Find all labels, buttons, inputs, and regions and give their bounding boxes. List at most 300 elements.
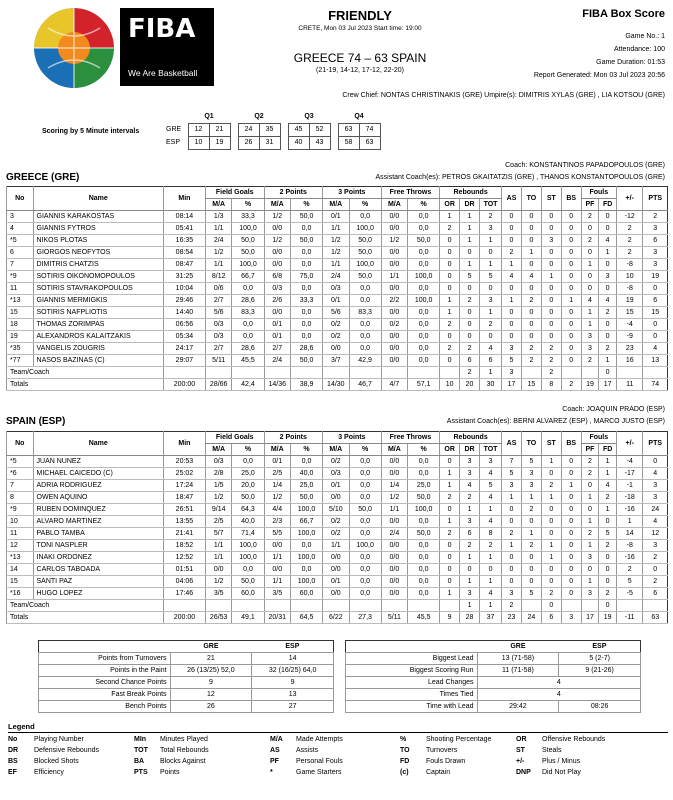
stat-cell: 0: [479, 247, 501, 259]
stat-cell: -1: [616, 480, 643, 492]
stat-cell: 4/4: [264, 504, 291, 516]
legend-abbr: TOT: [134, 747, 148, 754]
stat-cell: 0/2: [323, 319, 350, 331]
header-row: [7, 432, 668, 444]
stat-cell: 2: [581, 211, 599, 223]
stat-cell: 1/2: [381, 492, 408, 504]
stat-cell: 2: [502, 600, 522, 612]
stat-cell: 0,0: [408, 247, 440, 259]
stat-cell: 100,0: [291, 504, 323, 516]
stat-cell: 8: [541, 379, 561, 391]
stat-cell: 28,6: [232, 343, 264, 355]
legend-abbr: BS: [8, 758, 18, 765]
stat-cell: 0: [561, 247, 581, 259]
attendance: Attendance: 100: [614, 46, 665, 53]
stat-cell: 0/0: [323, 343, 350, 355]
col-fouls: Fouls: [581, 187, 616, 199]
stat-cell: 0: [561, 355, 581, 367]
stat-cell: 0,0: [408, 552, 440, 564]
stat-cell: 3: [460, 588, 480, 600]
player-row: [7, 456, 668, 468]
stat-cell: [581, 600, 599, 612]
stat-cell: 2/5: [264, 468, 291, 480]
stat-cell: 06:56: [163, 319, 205, 331]
stat-cell: 0/0: [381, 343, 408, 355]
stat-cell: 2: [440, 343, 460, 355]
stat-cell: 0/0: [381, 223, 408, 235]
col-made-attempts: M/A: [205, 444, 232, 456]
final-score: GREECE 74 – 63 SPAIN: [293, 51, 427, 65]
legend-item: [400, 736, 491, 743]
player-name: GIANNIS FYTROS: [33, 223, 163, 235]
stat-cell: 3: [502, 367, 522, 379]
stat-cell: 0: [440, 259, 460, 271]
stat-cell: 3/5: [264, 588, 291, 600]
stat-cell: 9/14: [205, 504, 232, 516]
legend-desc: Fouls Drawn: [426, 758, 466, 765]
stat-cell: 0,0: [408, 576, 440, 588]
legend-desc: Plus / Minus: [542, 758, 581, 765]
stat-cell: 0,0: [408, 564, 440, 576]
interval-table: [166, 110, 381, 150]
legend-desc: Efficiency: [34, 769, 64, 776]
stat-cell: 0: [561, 576, 581, 588]
stat-cell: 0: [502, 331, 522, 343]
col-percentage: %: [408, 444, 440, 456]
stat-cell: 1: [521, 528, 541, 540]
summary-value: 12: [170, 689, 252, 701]
team-coach-label: Team/Coach: [7, 367, 164, 379]
stat-cell: *16: [7, 588, 34, 600]
stat-cell: 0/0: [381, 456, 408, 468]
stat-cell: 2/8: [205, 468, 232, 480]
stat-cell: 1: [581, 492, 599, 504]
stat-cell: 2: [460, 540, 480, 552]
stat-cell: 2: [541, 367, 561, 379]
summary-row: [346, 653, 641, 665]
stat-cell: 0: [643, 319, 668, 331]
stat-cell: 0,0: [291, 331, 323, 343]
legend-title: Legend: [8, 722, 668, 733]
summary-value: 21: [170, 653, 252, 665]
player-row: [7, 576, 668, 588]
stat-cell: 0: [479, 331, 501, 343]
legend-desc: Defensive Rebounds: [34, 747, 99, 754]
stat-cell: 0/2: [323, 456, 350, 468]
stat-cell: 2: [616, 247, 643, 259]
totals-label: Totals: [7, 379, 164, 391]
stat-cell: 3: [502, 343, 522, 355]
stat-cell: 0: [541, 283, 561, 295]
stat-cell: 05:34: [163, 331, 205, 343]
stat-cell: 25,0: [408, 480, 440, 492]
game-flow-summary: [345, 640, 641, 713]
stat-cell: 0: [599, 576, 617, 588]
stat-cell: 4: [599, 295, 617, 307]
stat-cell: 0: [561, 235, 581, 247]
stat-cell: 18:52: [163, 540, 205, 552]
stat-cell: 0: [599, 331, 617, 343]
stat-cell: [381, 600, 408, 612]
stat-cell: 1/5: [205, 480, 232, 492]
legend-abbr: M/A: [270, 736, 283, 743]
player-name: GIANNIS MERMIGKIS: [33, 295, 163, 307]
summary-value: 27: [252, 701, 334, 713]
stat-cell: 2: [541, 355, 561, 367]
stat-cell: 0: [561, 516, 581, 528]
stat-cell: 2: [581, 528, 599, 540]
stat-cell: 0: [599, 564, 617, 576]
legend-desc: Total Rebounds: [160, 747, 209, 754]
stat-cell: 2: [616, 235, 643, 247]
stat-cell: 33,3: [291, 295, 323, 307]
col-fd: FD: [599, 199, 617, 211]
stat-cell: 0: [581, 223, 599, 235]
player-name: DIMITRIS CHATZIS: [33, 259, 163, 271]
stat-cell: 1: [479, 259, 501, 271]
stat-cell: [408, 367, 440, 379]
stat-cell: 15: [7, 576, 34, 588]
stat-cell: 3: [460, 456, 480, 468]
legend-desc: Turnovers: [426, 747, 458, 754]
stat-cell: 100,0: [232, 552, 264, 564]
stat-cell: 0/0: [381, 307, 408, 319]
stat-cell: 1: [581, 319, 599, 331]
stat-cell: 0: [502, 211, 522, 223]
stat-cell: 13:55: [163, 516, 205, 528]
stat-cell: 0: [521, 223, 541, 235]
stat-cell: 0/0: [381, 468, 408, 480]
player-row: [7, 235, 668, 247]
legend-abbr: TO: [400, 747, 410, 754]
stat-cell: 0: [541, 564, 561, 576]
col-as: AS: [502, 187, 522, 211]
legend-item: [516, 736, 605, 743]
stat-cell: 6: [7, 247, 34, 259]
legend-desc: Shooting Percentage: [426, 736, 492, 743]
col-dr: DR: [460, 199, 480, 211]
stat-cell: 1/1: [205, 552, 232, 564]
legend-item: [400, 747, 457, 754]
stat-cell: 75,0: [291, 271, 323, 283]
stat-cell: 0/3: [205, 319, 232, 331]
legend-desc: Points: [160, 769, 180, 776]
stat-cell: 3: [479, 295, 501, 307]
stat-cell: 0/0: [381, 259, 408, 271]
stat-cell: [323, 367, 350, 379]
legend-desc: Playing Number: [34, 736, 84, 743]
stat-cell: 0/0: [264, 223, 291, 235]
game-duration: Game Duration: 01:53: [596, 59, 665, 66]
col-made-attempts: M/A: [264, 444, 291, 456]
player-row: [7, 271, 668, 283]
col-made-attempts: M/A: [381, 199, 408, 211]
stat-cell: 100,0: [291, 528, 323, 540]
stat-cell: 28,6: [232, 295, 264, 307]
stat-cell: 0: [599, 211, 617, 223]
stat-cell: -9: [616, 331, 643, 343]
summary-value: 26: [170, 701, 252, 713]
stat-cell: 0/0: [264, 307, 291, 319]
stat-cell: 50,0: [232, 492, 264, 504]
stat-cell: 5: [502, 468, 522, 480]
stat-cell: 1/1: [323, 223, 350, 235]
stat-cell: 0: [643, 283, 668, 295]
stat-cell: 71,4: [232, 528, 264, 540]
stat-cell: 1/4: [264, 480, 291, 492]
col-rebounds: Rebounds: [440, 187, 502, 199]
stat-cell: 0,0: [408, 331, 440, 343]
player-name: TONI NASPLER: [33, 540, 163, 552]
stat-cell: 0: [440, 331, 460, 343]
stat-cell: 11: [616, 379, 643, 391]
header-row: [7, 187, 668, 199]
stat-cell: 1: [460, 552, 480, 564]
player-row: [7, 540, 668, 552]
stat-cell: 20: [460, 379, 480, 391]
stat-cell: 0,0: [349, 576, 381, 588]
stat-cell: 1/1: [264, 576, 291, 588]
gre-team-name: GREECE (GRE): [6, 172, 80, 183]
stat-cell: 3: [541, 235, 561, 247]
stat-cell: -12: [616, 211, 643, 223]
team-coach-label: Team/Coach: [7, 600, 164, 612]
stat-cell: 1: [440, 211, 460, 223]
stat-cell: 19: [643, 271, 668, 283]
col-made-attempts: M/A: [323, 199, 350, 211]
stat-cell: 200:00: [163, 379, 205, 391]
stat-cell: 1: [521, 247, 541, 259]
col-pts: PTS: [643, 187, 668, 211]
stat-cell: 0: [561, 540, 581, 552]
legend-item: [8, 769, 64, 776]
col-tot: TOT: [479, 444, 501, 456]
legend-item: [134, 747, 209, 754]
stat-cell: 42,4: [232, 379, 264, 391]
player-name: THOMAS ZORIMPAS: [33, 319, 163, 331]
stat-cell: 50,0: [291, 492, 323, 504]
stat-cell: 0/0: [323, 564, 350, 576]
stat-cell: 24: [643, 504, 668, 516]
stat-cell: 83,3: [349, 307, 381, 319]
stat-cell: 40,0: [232, 516, 264, 528]
legend-abbr: DR: [8, 747, 19, 754]
stat-cell: 0,0: [232, 456, 264, 468]
col-3-points: 3 Points: [323, 432, 382, 444]
stat-cell: 0: [561, 552, 581, 564]
stat-cell: 0,0: [291, 283, 323, 295]
stat-cell: [163, 367, 205, 379]
stat-cell: 19: [581, 379, 599, 391]
player-row: [7, 468, 668, 480]
stat-cell: 4: [521, 271, 541, 283]
stat-cell: 0: [440, 564, 460, 576]
summary-header: [346, 641, 641, 653]
stat-cell: 3: [460, 516, 480, 528]
stat-cell: 2/6: [264, 295, 291, 307]
stat-cell: [561, 367, 581, 379]
stat-cell: 0: [460, 307, 480, 319]
stat-cell: [205, 367, 232, 379]
stat-cell: 23: [616, 343, 643, 355]
stat-cell: 5/6: [323, 307, 350, 319]
stat-cell: 1/3: [205, 211, 232, 223]
stat-cell: 57,1: [408, 379, 440, 391]
stat-cell: 08:54: [163, 247, 205, 259]
stat-cell: 64,5: [291, 612, 323, 624]
stat-cell: 1/1: [381, 504, 408, 516]
stat-cell: -11: [616, 612, 643, 624]
stat-cell: *9: [7, 271, 34, 283]
stat-cell: 24: [521, 612, 541, 624]
stat-cell: 0,0: [349, 211, 381, 223]
stat-cell: 0: [581, 247, 599, 259]
stat-cell: 0: [502, 504, 522, 516]
legend-item: [134, 736, 208, 743]
player-name: ADRIA RODRIGUEZ: [33, 480, 163, 492]
stat-cell: 0: [643, 331, 668, 343]
stat-cell: 1/2: [264, 235, 291, 247]
stat-cell: 15: [616, 307, 643, 319]
stat-cell: 17: [599, 379, 617, 391]
player-row: [7, 247, 668, 259]
col-made-attempts: M/A: [264, 199, 291, 211]
stat-cell: 0,0: [349, 283, 381, 295]
stat-cell: 0: [581, 564, 599, 576]
stat-cell: 5/10: [323, 504, 350, 516]
stat-cell: 0: [521, 564, 541, 576]
stat-cell: 3: [502, 480, 522, 492]
col-min: Min: [163, 187, 205, 211]
stat-cell: 0/0: [381, 588, 408, 600]
summary-label: Time with Lead: [346, 701, 478, 713]
stat-cell: 20,0: [232, 480, 264, 492]
stat-cell: 29:07: [163, 355, 205, 367]
stat-cell: 24:17: [163, 343, 205, 355]
stat-cell: 7: [502, 456, 522, 468]
stat-cell: 0: [460, 247, 480, 259]
stat-cell: 1: [440, 588, 460, 600]
stat-cell: 10: [7, 516, 34, 528]
stat-cell: -8: [616, 540, 643, 552]
stat-cell: 2: [643, 211, 668, 223]
player-row: [7, 552, 668, 564]
col-3-points: 3 Points: [323, 187, 382, 199]
stat-cell: 0/1: [264, 456, 291, 468]
stat-cell: 1: [440, 468, 460, 480]
stat-cell: 6: [479, 355, 501, 367]
stat-cell: 100,0: [408, 295, 440, 307]
stat-cell: 17:46: [163, 588, 205, 600]
stat-cell: 0: [561, 456, 581, 468]
quarter-scores: (21-19, 14-12, 17-12, 22-20): [316, 67, 404, 74]
stat-cell: 0/0: [381, 552, 408, 564]
stat-cell: 3: [7, 211, 34, 223]
summary-label: Second Chance Points: [39, 677, 171, 689]
stat-cell: 50,0: [408, 235, 440, 247]
stat-cell: 1: [479, 600, 501, 612]
stat-cell: 8: [479, 528, 501, 540]
stat-cell: 2: [479, 211, 501, 223]
stat-cell: 50,0: [291, 235, 323, 247]
legend-abbr: DNP: [516, 769, 531, 776]
stat-cell: 0: [479, 283, 501, 295]
stat-cell: 2: [599, 307, 617, 319]
stat-cell: 5: [460, 271, 480, 283]
stat-cell: 4/7: [381, 379, 408, 391]
stat-cell: 15: [643, 307, 668, 319]
stat-cell: 5: [502, 355, 522, 367]
stat-cell: -8: [616, 283, 643, 295]
stat-cell: 2/3: [264, 516, 291, 528]
stat-cell: 0: [599, 223, 617, 235]
stat-cell: 1: [440, 480, 460, 492]
stat-cell: -16: [616, 504, 643, 516]
legend-desc: Game Starters: [296, 769, 342, 776]
stat-cell: 8: [7, 492, 34, 504]
stat-cell: 3: [479, 456, 501, 468]
stat-cell: 0,0: [349, 564, 381, 576]
interval-label: Scoring by 5 Minute intervals: [42, 128, 140, 135]
stat-cell: [581, 367, 599, 379]
logo-text: FIBA: [128, 14, 196, 44]
stat-cell: 1: [599, 456, 617, 468]
stat-cell: 3: [502, 588, 522, 600]
stat-cell: 10: [616, 271, 643, 283]
stat-cell: 0: [502, 319, 522, 331]
stat-cell: 1: [502, 540, 522, 552]
col-bs: BS: [561, 187, 581, 211]
summary-value: 4: [477, 677, 640, 689]
stat-cell: *13: [7, 552, 34, 564]
stat-cell: 0/1: [323, 295, 350, 307]
stat-cell: 0: [541, 211, 561, 223]
stat-cell: 50,0: [349, 271, 381, 283]
fiba-wordmark: [120, 8, 214, 86]
summary-header: [39, 641, 334, 653]
stat-cell: 3: [643, 540, 668, 552]
stat-cell: 0: [561, 343, 581, 355]
stat-cell: 2/4: [264, 355, 291, 367]
legend-desc: Steals: [542, 747, 562, 754]
stat-cell: 19: [616, 295, 643, 307]
stat-cell: 2: [581, 468, 599, 480]
stat-cell: 0,0: [291, 307, 323, 319]
stat-cell: 0: [561, 271, 581, 283]
col-plus-minus: +/-: [616, 187, 643, 211]
stat-cell: 1: [616, 516, 643, 528]
stat-cell: 4: [7, 223, 34, 235]
stat-cell: 28,6: [291, 343, 323, 355]
stat-cell: 66,7: [232, 271, 264, 283]
stat-cell: [616, 367, 643, 379]
stat-cell: 1/2: [205, 247, 232, 259]
player-row: [7, 223, 668, 235]
player-row: [7, 516, 668, 528]
stat-cell: [643, 600, 668, 612]
stat-cell: 0: [440, 355, 460, 367]
player-name: PABLO TAMBA: [33, 528, 163, 540]
stat-cell: -4: [616, 456, 643, 468]
col-or: OR: [440, 444, 460, 456]
col-percentage: %: [349, 444, 381, 456]
stat-cell: 1: [460, 600, 480, 612]
stat-cell: 3: [643, 259, 668, 271]
stat-cell: 0/2: [381, 319, 408, 331]
stat-cell: 2: [521, 343, 541, 355]
stat-cell: 0,0: [408, 223, 440, 235]
stat-cell: 17: [581, 612, 599, 624]
